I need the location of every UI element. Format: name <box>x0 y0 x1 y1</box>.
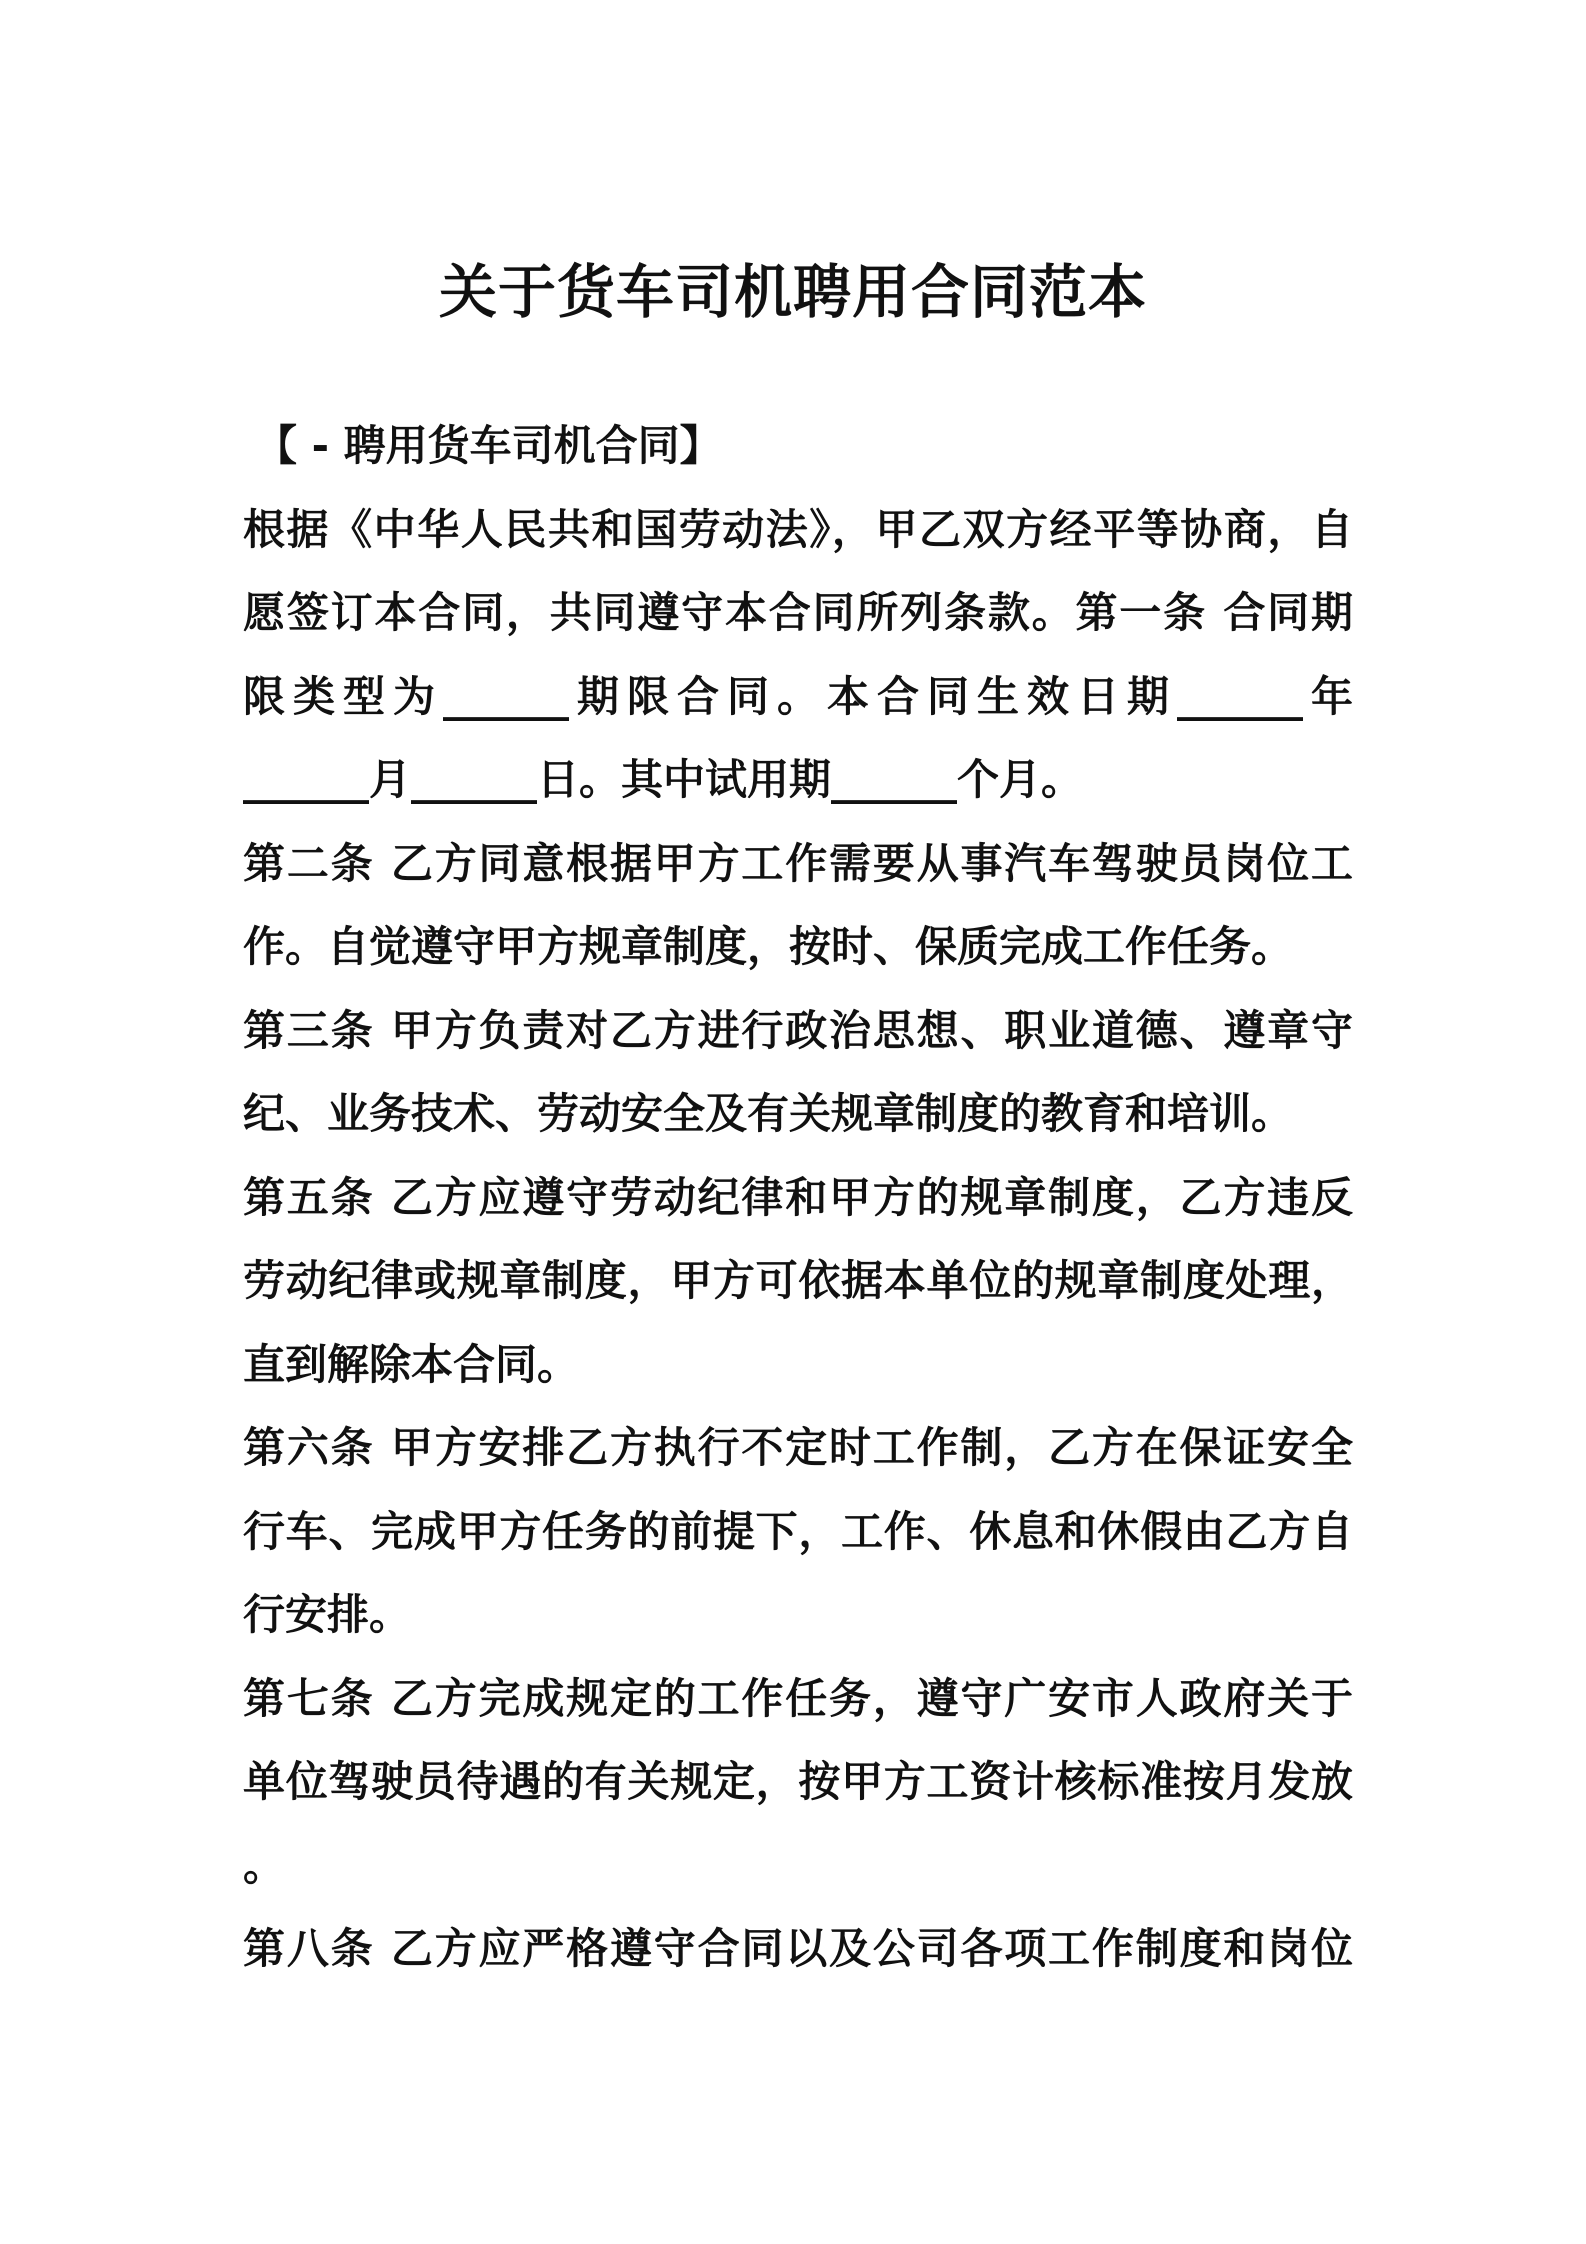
paragraph-line: 直到解除本合同。 <box>243 1339 580 1389</box>
paragraph-line: 劳动纪律或规章制度，甲方可依据本单位的规章制度处理， <box>243 1256 1353 1305</box>
paragraph-line: 作。自觉遵守甲方规章制度，按时、保质完成工作任务。 <box>243 922 1294 971</box>
paragraph-line: 第五条 乙方应遵守劳动纪律和甲方的规章制度，乙方违反 <box>243 1172 1353 1222</box>
section-heading: 【 - 聘用货车司机合同】 <box>255 421 722 470</box>
paragraph-line: 第二条 乙方同意根据甲方工作需要从事汽车驾驶员岗位工 <box>243 838 1353 888</box>
paragraph-line: 愿签订本合同，共同遵守本合同所列条款。第一条 合同期 <box>243 588 1353 637</box>
paragraph-line: 行车、完成甲方任务的前提下，工作、休息和休假由乙方自 <box>243 1506 1353 1556</box>
paragraph-line: 第八条 乙方应严格遵守合同以及公司各项工作制度和岗位 <box>243 1924 1353 1973</box>
paragraph-line: 。 <box>243 1840 286 1890</box>
paragraph-line: 第三条 甲方负责对乙方进行政治思想、职业道德、遵章守 <box>243 1005 1353 1055</box>
paragraph-line: 根据《中华人民共和国劳动法》，甲乙双方经平等协商，自 <box>243 504 1353 554</box>
paragraph-line: ______月______日。其中试用期______个月。 <box>243 755 1084 804</box>
paragraph-line: 纪、业务技术、劳动安全及有关规章制度的教育和培训。 <box>243 1089 1294 1138</box>
paragraph-line: 限类型为______期限合同。本合同生效日期______年 <box>243 671 1353 721</box>
paragraph-line: 第六条 甲方安排乙方执行不定时工作制，乙方在保证安全 <box>243 1423 1353 1472</box>
document-body <box>243 404 1353 1991</box>
paragraph-line: 第七条 乙方完成规定的工作任务，遵守广安市人政府关于 <box>243 1673 1353 1723</box>
document-title: 关于货车司机聘用合同范本 <box>438 258 1147 326</box>
paragraph-line: 行安排。 <box>243 1590 412 1639</box>
paragraph-line: 单位驾驶员待遇的有关规定，按甲方工资计核标准按月发放 <box>243 1757 1353 1806</box>
